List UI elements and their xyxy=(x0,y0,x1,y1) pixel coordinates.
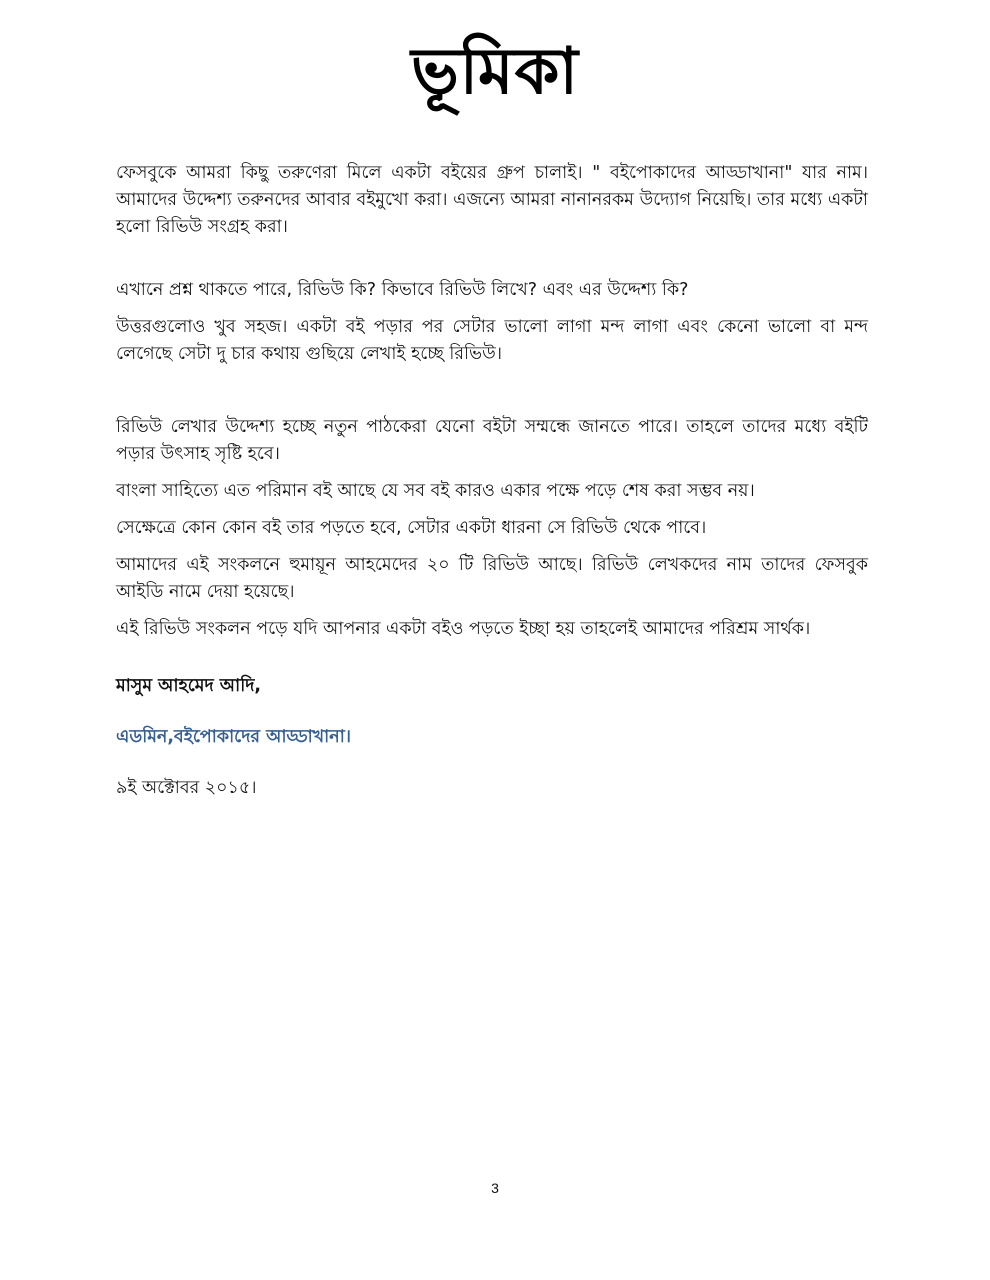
signature-date: ৯ই অক্টোবর ২০১৫। xyxy=(116,778,257,798)
paragraph-answer: উত্তরগুলোও খুব সহজ। একটা বই পড়ার পর সেটার ভালো লাগা মন্দ লাগা এবং কেনো ভালো বা মন্দ লেগেছে সেটা দু চার কথায় গুছিয়ে লেখাই হচ্ছে রিভিউ। xyxy=(116,317,868,364)
paragraph-literature: বাংলা সাহিত্যে এত পরিমান বই আছে যে সব বই কারও একার পক্ষে পড়ে শেষ করা সম্ভব নয়। xyxy=(116,481,755,501)
signature-role: এডমিন,বইপোকাদের আড্ডাখানা। xyxy=(116,727,352,747)
page-title: ভূমিকা xyxy=(411,34,579,109)
paragraph-closing: এই রিভিউ সংকলন পড়ে যদি আপনার একটা বইও পড়তে ইচ্ছা হয় তাহলেই আমাদের পরিশ্রম সার্থক। xyxy=(116,619,811,639)
paragraph-collection: আমাদের এই সংকলনে হুমায়ূন আহমেদের ২০ টি রিভিউ আছে। রিভিউ লেখকদের নাম তাদের ফেসবুক আইডি নামে দেয়া হয়েছে। xyxy=(116,555,868,602)
paragraph-purpose: রিভিউ লেখার উদ্দেশ্য হচ্ছে নতুন পাঠকেরা যেনো বইটা সম্মন্ধে জানতে পারে। তাহলে তাদের মধ্যে বইটি পড়ার উৎসাহ সৃষ্টি হবে। xyxy=(116,417,868,464)
body-text xyxy=(116,160,868,802)
paragraph-intro: ফেসবুকে আমরা কিছু তরুণেরা মিলে একটা বইয়ের গ্রুপ চালাই। " বইপোকাদের আড্ডাখানা" যার নাম। আমাদের উদ্দেশ্য তরুনদের আবার বইমুখো করা। এজন্যে আমরা নানানরকম উদ্যোগ নিয়েছি। তার মধ্যে একটা হলো রিভিউ সংগ্রহ করা। xyxy=(116,163,868,237)
paragraph-choice: সেক্ষেত্রে কোন কোন বই তার পড়তে হবে, সেটার একটা ধারনা সে রিভিউ থেকে পাবে। xyxy=(116,518,707,538)
paragraph-question: এখানে প্রশ্ন থাকতে পারে, রিভিউ কি? কিভাবে রিভিউ লিখে? এবং এর উদ্দেশ্য কি? xyxy=(116,280,689,300)
page-number: 3 xyxy=(491,1180,499,1196)
signature-name: মাসুম আহমেদ আদি, xyxy=(116,676,262,696)
